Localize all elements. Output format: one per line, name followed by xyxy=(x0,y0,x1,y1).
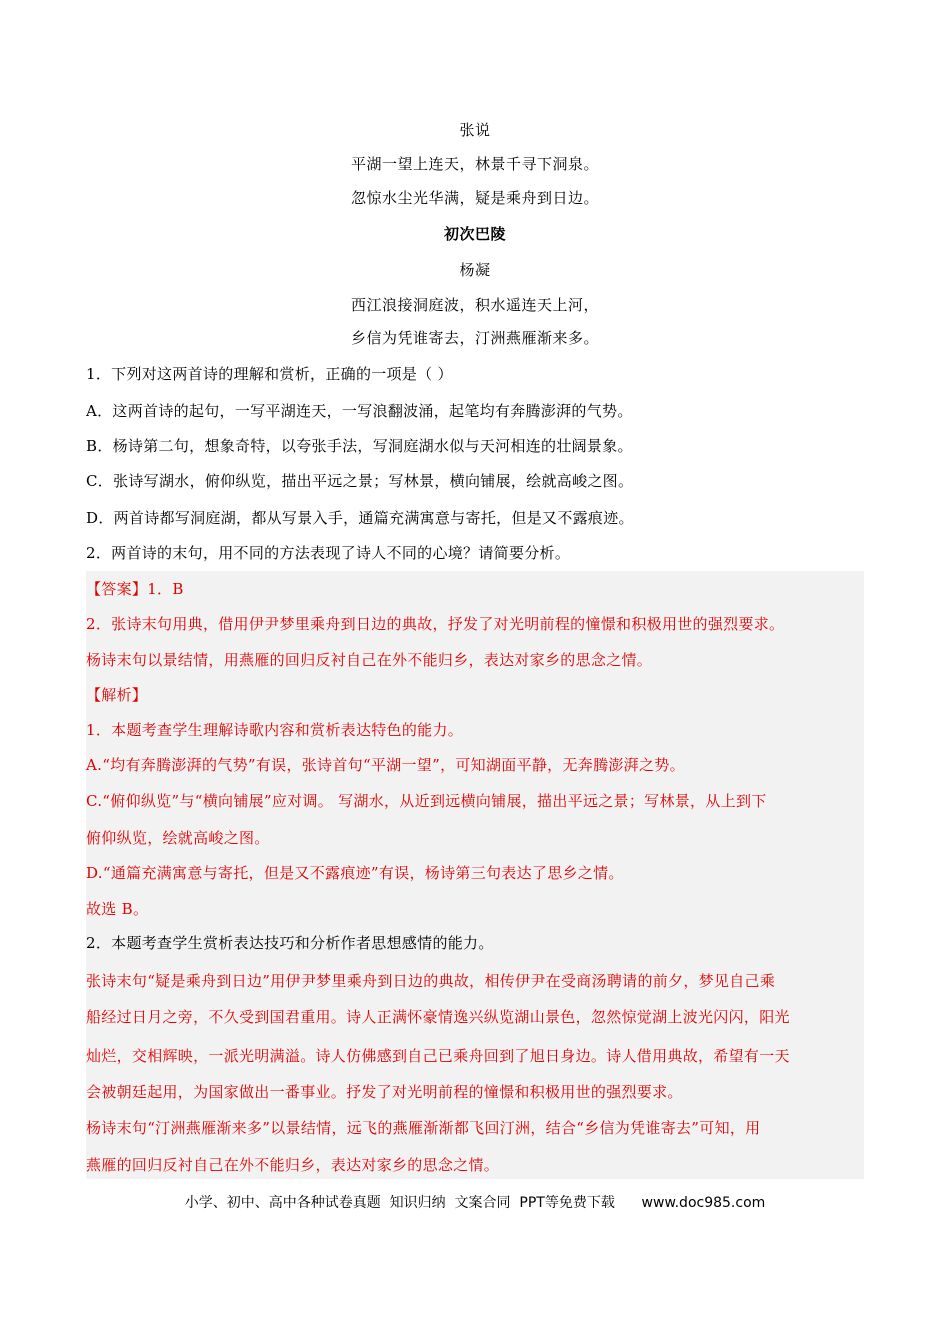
option-a: A．这两首诗的起句，一写平湖连天，一写浪翻波涌，起笔均有奔腾澎湃的气势。 xyxy=(86,402,633,420)
analysis-line: 灿烂，交相辉映，一派光明满溢。诗人仿佛感到自己已乘舟回到了旭日身边。诗人借用典故，希望有一天 xyxy=(86,1047,790,1065)
answer-2-line-1: 2．张诗末句用典，借用伊尹梦里乘舟到日边的典故，抒发了对光明前程的憧憬和积极用世的强烈要求。 xyxy=(86,615,785,633)
analysis-line: A.“均有奔腾澎湃的气势”有误，张诗首句“平湖一望”，可知湖面平静，无奔腾澎湃之势。 xyxy=(86,756,685,774)
analysis-label: 【解析】 xyxy=(86,686,148,704)
analysis-line: 1．本题考查学生理解诗歌内容和赏析表达特色的能力。 xyxy=(86,721,464,739)
analysis-line: 燕雁的回归反衬自己在外不能归乡，表达对家乡的思念之情。 xyxy=(86,1156,500,1174)
poem1-author: 张说 xyxy=(459,121,491,139)
poem1-line-1: 平湖一望上连天，林景千寻下洞泉。 xyxy=(350,155,599,173)
analysis-line: 2．本题考查学生赏析表达技巧和分析作者思想感情的能力。 xyxy=(86,934,494,952)
option-d: D．两首诗都写洞庭湖，都从写景入手，通篇充满寓意与寄托，但是又不露痕迹。 xyxy=(86,509,634,527)
analysis-line: 故选 B。 xyxy=(86,900,149,918)
analysis-line: 杨诗末句“汀洲燕雁渐来多”以景结情，远飞的燕雁渐渐都飞回汀洲，结合“乡信为凭谁寄去”可知，用 xyxy=(86,1119,761,1137)
answer-label: 【答案】1．B xyxy=(86,580,184,598)
poem2-line-1: 西江浪接洞庭波，积水遥连天上河， xyxy=(350,296,599,314)
option-c: C．张诗写湖水，俯仰纵览，描出平远之景；写林景，横向铺展，绘就高峻之图。 xyxy=(86,472,634,490)
option-b: B．杨诗第二句，想象奇特，以夸张手法，写洞庭湖水似与天河相连的壮阔景象。 xyxy=(86,437,633,455)
analysis-line: 会被朝廷起用，为国家做出一番事业。抒发了对光明前程的憧憬和积极用世的强烈要求。 xyxy=(86,1083,683,1101)
question-2: 2．两首诗的末句，用不同的方法表现了诗人不同的心境？请简要分析。 xyxy=(86,544,571,562)
poem1-line-2: 忽惊水尘光华满，疑是乘舟到日边。 xyxy=(350,189,599,207)
poem2-author: 杨凝 xyxy=(459,261,491,279)
analysis-line: 张诗末句“疑是乘舟到日边”用伊尹梦里乘舟到日边的典故，相传伊尹在受商汤聘请的前夕，梦见自己乘 xyxy=(86,972,776,990)
poem2-title: 初次巴陵 xyxy=(443,225,506,243)
analysis-line: 俯仰纵览，绘就高峻之图。 xyxy=(86,829,270,847)
analysis-line: C.“俯仰纵览”与“横向铺展”应对调。 写湖水，从近到远横向铺展，描出平远之景；写林景，从上到下 xyxy=(86,792,767,810)
analysis-line: D.“通篇充满寓意与寄托，但是又不露痕迹”有误，杨诗第三句表达了思乡之情。 xyxy=(86,864,624,882)
page-footer: 小学、初中、高中各种试卷真题 知识归纳 文案合同 PPT等免费下载 www.doc985.com xyxy=(184,1195,766,1211)
analysis-line: 船经过日月之旁，不久受到国君重用。诗人正满怀豪情逸兴纵览湖山景色，忽然惊觉湖上波光闪闪，阳光 xyxy=(86,1008,790,1026)
answer-2-line-2: 杨诗末句以景结情，用燕雁的回归反衬自己在外不能归乡，表达对家乡的思念之情。 xyxy=(86,651,653,669)
poem2-line-2: 乡信为凭谁寄去，汀洲燕雁渐来多。 xyxy=(350,329,599,347)
question-1: 1．下列对这两首诗的理解和赏析，正确的一项是（ ） xyxy=(86,365,453,383)
